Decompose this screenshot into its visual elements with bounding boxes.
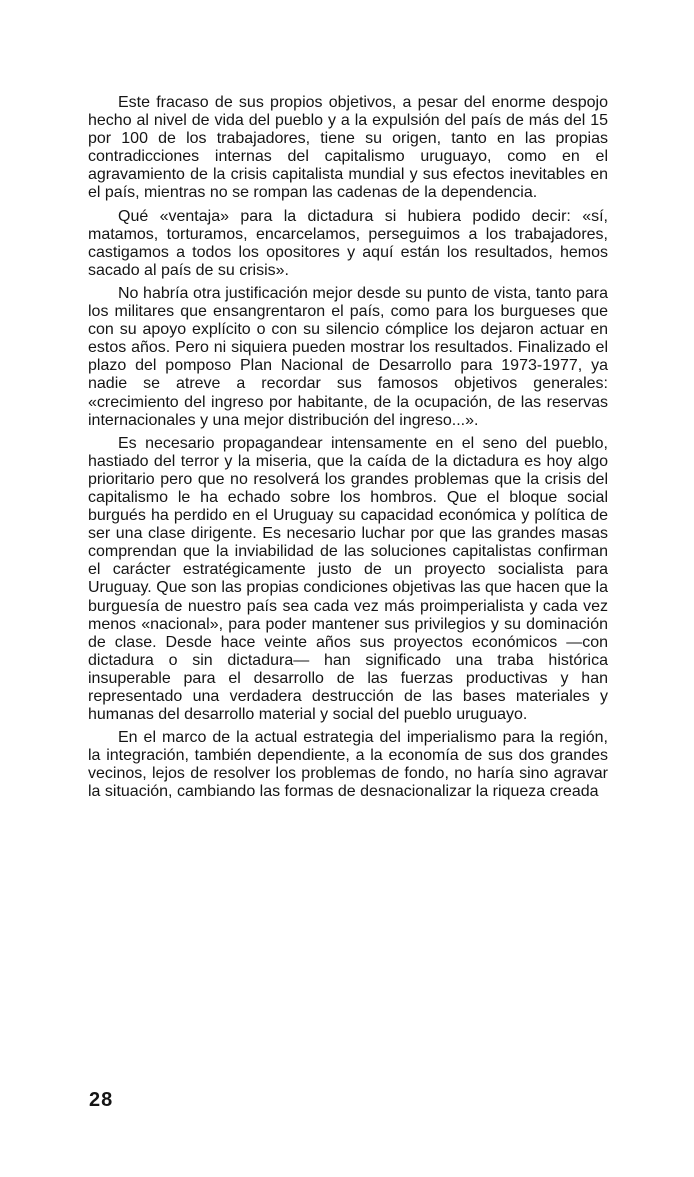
paragraph-3: No habría otra justificación mejor desde su punto de vista, tanto para los militares que ensangrentaron el país, como para los burgueses que con su apoyo explícito o con su silencio cómplice los dejaron actuar en estos años. Pero ni siquiera pueden mostrar los resultados. Finalizado el plazo del pomposo Plan Nacional de Desarrollo para 1973-1977, ya nadie se atreve a recordar sus famosos objetivos generales: «crecimiento del ingreso por habitante, de la ocupación, de las reservas internacionales y una mejor distribución del ingreso...». [88,284,608,429]
paragraph-1: Este fracaso de sus propios objetivos, a pesar del enorme despojo hecho al nivel de vida del pueblo y a la expulsión del país de más del 15 por 100 de los trabajadores, tiene su origen, tanto en las propias contradicciones internas del capitalismo uruguayo, como en el agravamiento de la crisis capitalista mundial y sus efectos inevitables en el país, mientras no se rompan las cadenas de la dependencia. [88,94,608,202]
page-number: 28 [89,1089,114,1111]
paragraph-2: Qué «ventaja» para la dictadura si hubiera podido decir: «sí, matamos, torturamos, encarcelamos, perseguimos a los trabajadores, castigamos a todos los opositores y aquí están los resultados, hemos sacado al país de su crisis». [88,207,608,279]
paragraph-5: En el marco de la actual estrategia del imperialismo para la región, la integración, también dependiente, a la economía de sus dos grandes vecinos, lejos de resolver los problemas de fondo, no haría sino agravar la situación, cambiando las formas de desnacionalizar la riqueza creada [88,729,608,801]
body-text [88,94,608,807]
paragraph-4: Es necesario propagandear intensamente en el seno del pueblo, hastiado del terror y la miseria, que la caída de la dictadura es hoy algo prioritario pero que no resolverá los grandes problemas que la crisis del capitalismo le ha echado sobre los hombros. Que el bloque social burgués ha perdido en el Uruguay su capacidad económica y política de ser una clase dirigente. Es necesario luchar por que las grandes masas comprendan que la inviabilidad de las soluciones capitalistas confirman el carácter estratégicamente justo de un proyecto socialista para Uruguay. Que son las propias condiciones objetivas las que hacen que la burguesía de nuestro país sea cada vez más proimperialista y cada vez menos «nacional», para poder mantener sus privilegios y su dominación de clase. Desde hace veinte años sus proyectos económicos —con dictadura o sin dictadura— han significado una traba histórica insuperable para el desarrollo de las fuerzas productivas y han representado una verdadera destrucción de las bases materiales y humanas del desarrollo material y social del pueblo uruguayo. [88,434,608,724]
